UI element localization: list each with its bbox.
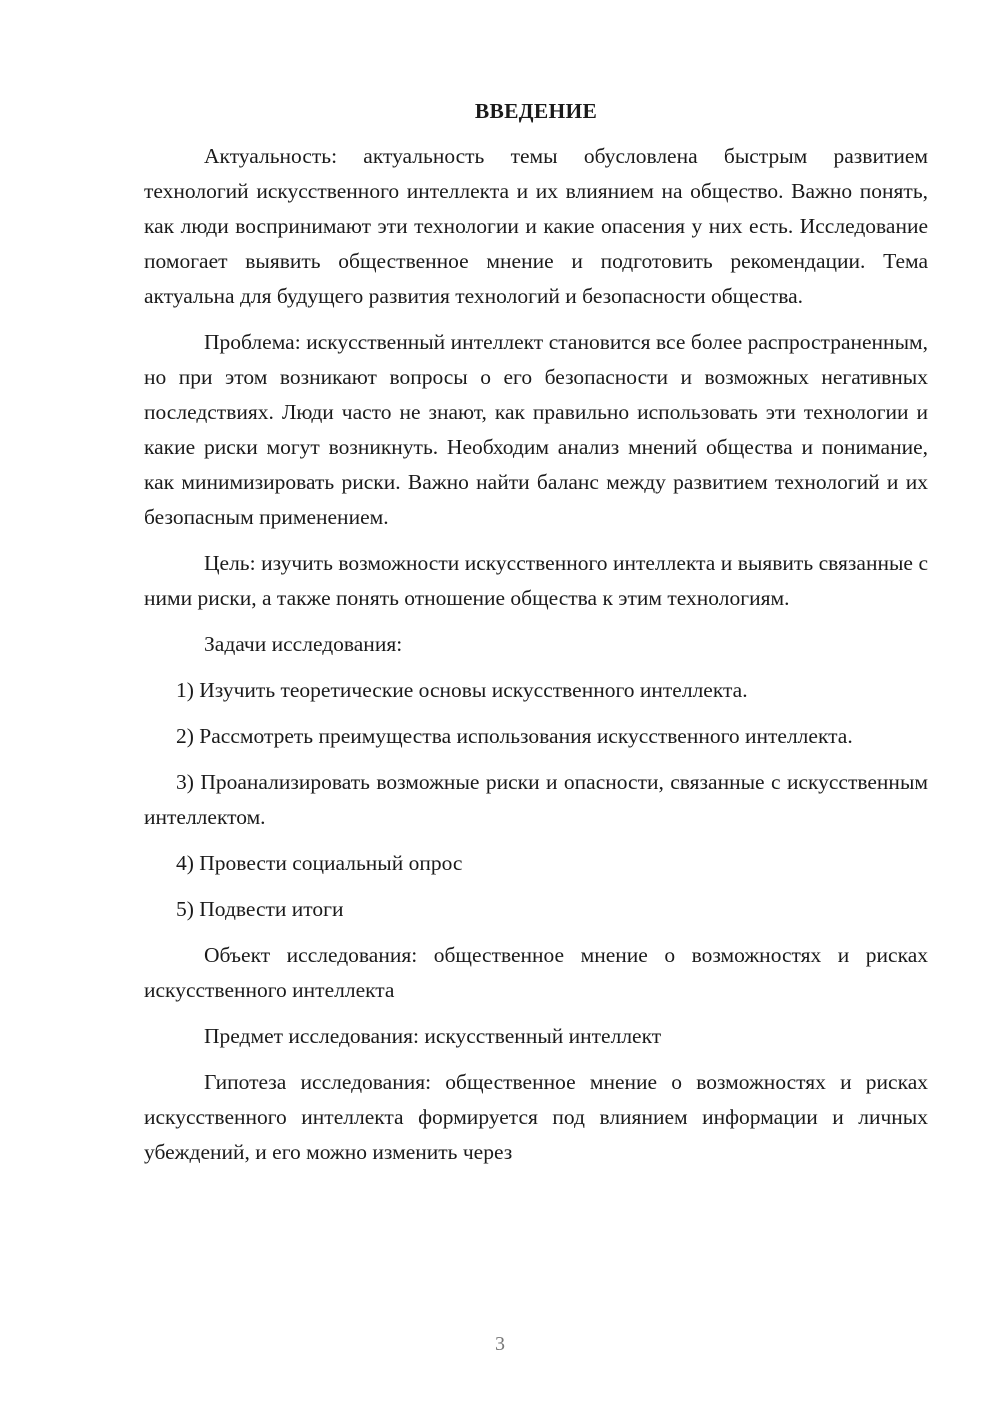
tasks-heading: Задачи исследования: (204, 632, 403, 656)
page-content (144, 94, 928, 1181)
page-number: 3 (495, 1333, 505, 1355)
problem-paragraph: Проблема: искусственный интеллект становится все более распространенным, но при этом возникают вопросы о его безопасности и возможных негативных последствиях. Люди часто не знают, как правильно использовать эти технологии и какие риски могут возникнуть. Необходим анализ мнений общества и понимание, как минимизировать риски. Важно найти баланс между развитием технологий и их безопасным применением. (144, 330, 928, 529)
hypothesis-paragraph: Гипотеза исследования: общественное мнение о возможностях и рисках искусственного интеллекта формируется под влиянием информации и личных убеждений, и его можно изменить через (144, 1070, 928, 1164)
goal-paragraph: Цель: изучить возможности искусственного интеллекта и выявить связанные с ними риски, а также понять отношение общества к этим технологиям. (144, 551, 928, 610)
object-paragraph: Объект исследования: общественное мнение о возможностях и рисках искусственного интеллекта (144, 943, 928, 1002)
task-item: 1) Изучить теоретические основы искусственного интеллекта. (176, 678, 748, 702)
task-item: 4) Провести социальный опрос (176, 851, 463, 875)
task-item: 5) Подвести итоги (176, 897, 344, 921)
relevance-paragraph: Актуальность: актуальность темы обусловлена быстрым развитием технологий искусственного интеллекта и их влиянием на общество. Важно понять, как люди воспринимают эти технологии и какие опасения у них есть. Исследование помогает выявить общественное мнение и подготовить рекомендации. Тема актуальна для будущего развития технологий и безопасности общества. (144, 144, 928, 308)
task-item: 2) Рассмотреть преимущества использования искусственного интеллекта. (176, 724, 853, 748)
subject-paragraph: Предмет исследования: искусственный интеллект (204, 1024, 662, 1048)
section-title: ВВЕДЕНИЕ (474, 99, 598, 123)
task-item: 3) Проанализировать возможные риски и опасности, связанные с искусственным интеллектом. (144, 770, 928, 829)
